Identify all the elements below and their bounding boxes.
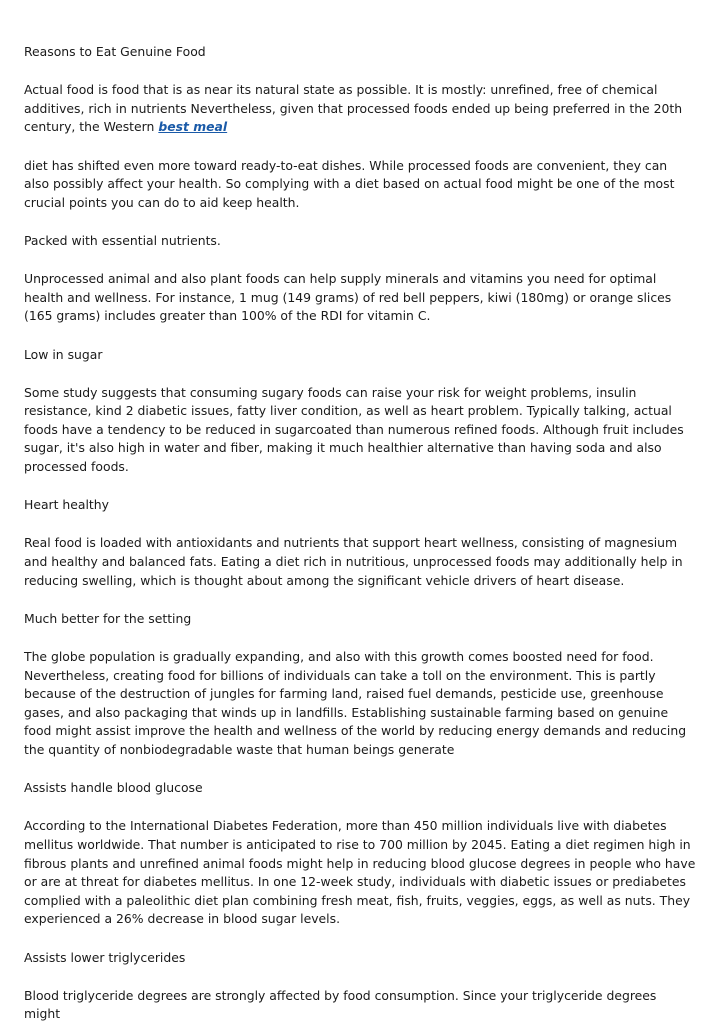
section-body-low-sugar: Some study suggests that consuming sugary foods can raise your risk for weight problems, insulin resistance, kind 2 diabetic issues, fatty liver condition, as well as heart problem. Typically talking, actual foods have a tendency to be reduced in sugarcoated than numerous refined foods. Although fruit includes sugar, it's also high in water and fiber, making it much healthier alternative than having soda and also processed foods. <box>24 384 684 475</box>
section-heading-nutrients: Packed with essential nutrients. <box>24 232 221 248</box>
intro-paragraph <box>24 81 696 137</box>
document-page <box>24 43 696 1024</box>
section-body-triglycerides: Blood triglyceride degrees are strongly affected by food consumption. Since your triglyceride degrees might <box>24 987 657 1022</box>
section-heading-triglycerides: Assists lower triglycerides <box>24 949 186 965</box>
section-body-heart: Real food is loaded with antioxidants and nutrients that support heart wellness, consisting of magnesium and healthy and balanced fats. Eating a diet rich in nutritious, unprocessed foods may additionally help in reducing swelling, which is thought about among the significant vehicle drivers of heart disease. <box>24 535 683 588</box>
section-heading-heart: Heart healthy <box>24 497 109 513</box>
section-heading-environment: Much better for the setting <box>24 610 192 626</box>
section-heading-blood-glucose: Assists handle blood glucose <box>24 780 203 796</box>
intro-text: Actual food is food that is as near its natural state as possible. It is mostly: unrefined, free of chemical additives, rich in nutrients Nevertheless, given that processed foods ended up being preferred in the 20th century, the Western <box>24 82 683 135</box>
best-meal-link[interactable]: best meal <box>158 119 228 135</box>
section-body-blood-glucose: According to the International Diabetes Federation, more than 450 million individuals live with diabetes mellitus worldwide. That number is anticipated to rise to 700 million by 2045. Eating a diet regimen high in fibrous plants and unrefined animal foods might help in reducing blood glucose degrees in people who have or are at threat for diabetes mellitus. In one 12-week study, individuals with diabetic issues or prediabetes complied with a paleolithic diet plan combining fresh meat, fish, fruits, veggies, eggs, as well as nuts. They experienced a 26% decrease in blood sugar levels. <box>24 818 696 927</box>
section-body-environment: The globe population is gradually expanding, and also with this growth comes boosted need for food. Nevertheless, creating food for billions of individuals can take a toll on the environment. This is partly because of the destruction of jungles for farming land, raised fuel demands, pesticide use, greenhouse gases, and also packaging that winds up in landfills. Establishing sustainable farming based on genuine food might assist improve the health and wellness of the world by reducing energy demands and reducing the quantity of nonbiodegradable waste that human beings generate <box>24 649 687 757</box>
section-body-nutrients: Unprocessed animal and also plant foods can help supply minerals and vitamins you need for optimal health and wellness. For instance, 1 mug (149 grams) of red bell peppers, kiwi (180mg) or orange slices (165 grams) includes greater than 100% of the RDI for vitamin C. <box>24 271 672 324</box>
document-title: Reasons to Eat Genuine Food <box>24 44 206 59</box>
intro-continued-paragraph: diet has shifted even more toward ready-to-eat dishes. While processed foods are convenient, they can also possibly affect your health. So complying with a diet based on actual food might be one of the most crucial points you can do to aid keep health. <box>24 157 675 210</box>
section-heading-low-sugar: Low in sugar <box>24 346 103 362</box>
